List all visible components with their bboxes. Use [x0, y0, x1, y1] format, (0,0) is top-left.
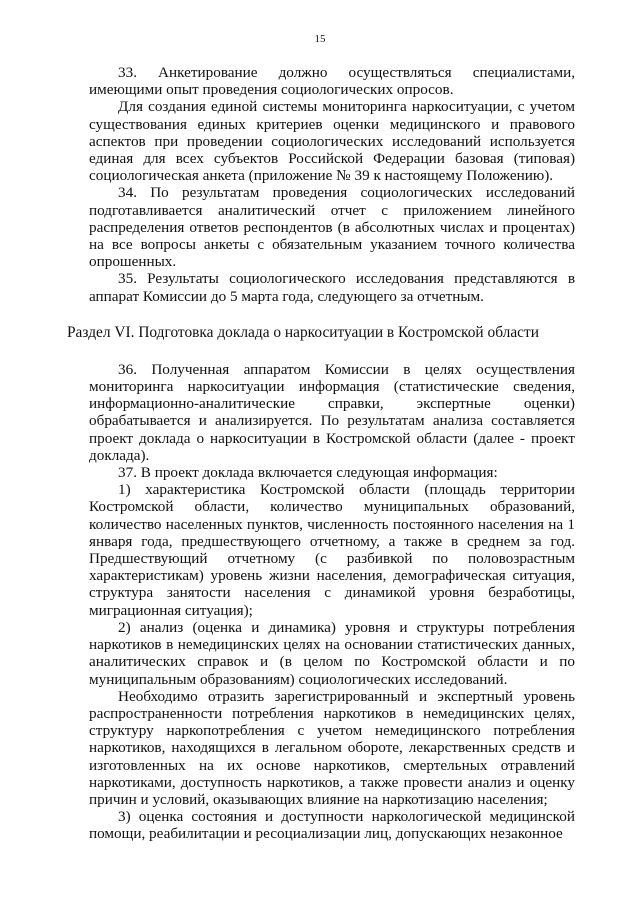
- paragraph-33: 33. Анкетирование должно осуществляться специалистами, имеющими опыт проведения социологических опросов.: [89, 64, 575, 99]
- paragraph-item-1: 1) характеристика Костромской области (площадь территории Костромской области, количество муниципальных образований, количество населенных пунктов, численность постоянного населения на 1 января года, предшествующего отчетному, а также в среднем за год. Предшествующий отчетному (с разбивкой по половозрастным характеристикам) уровень жизни населения, демографическая ситуация, структура занятости населения с динамикой уровня безработицы, миграционная ситуация);: [89, 481, 575, 619]
- paragraph-item-3: 3) оценка состояния и доступности наркологической медицинской помощи, реабилитации и ресоциализации лиц, допускающих незаконное: [89, 808, 575, 843]
- paragraph-item-2: 2) анализ (оценка и динамика) уровня и структуры потребления наркотиков в немедицинских целях на основании статистических данных, аналитических справок и (в целом по Костромской области и по муниципальным образованиям) социологических исследований.: [89, 618, 575, 688]
- paragraph-34: 34. По результатам проведения социологических исследований подготавливается аналитический отчет с приложением линейного распределения ответов респондентов (в абсолютных числах и процентах) на все вопросы анкеты с обязательным указанием точного количества опрошенных.: [89, 184, 575, 271]
- page-number: 15: [314, 33, 326, 45]
- paragraph-36: 36. Полученная аппаратом Комиссии в целях осуществления мониторинга наркоситуации информация (статистические сведения, информационно-аналитические справки, экспертные оценки) обрабатывается и анализируется. По результатам анализа составляется проект доклада о наркоситуации в Костромской области (далее - проект доклада).: [89, 360, 575, 464]
- document-body: [67, 64, 575, 843]
- paragraph-35: 35. Результаты социологического исследования представляются в аппарат Комиссии до 5 марта года, следующего за отчетным.: [89, 270, 575, 305]
- paragraph-37: 37. В проект доклада включается следующая информация:: [118, 464, 498, 482]
- paragraph-questionnaire: Для создания единой системы мониторинга наркоситуации, с учетом существования единых критериев оценки медицинского и правового аспектов при проведении социологических исследований используется единая для всех субъектов Российской Федерации базовая (типовая) социологическая анкета (приложение № 39 к настоящему Положению).: [89, 98, 575, 185]
- section-heading: Раздел VI. Подготовка доклада о наркоситуации в Костромской области: [67, 323, 539, 341]
- paragraph-necessary: Необходимо отразить зарегистрированный и экспертный уровень распространенности потребления наркотиков в немедицинских целях, структуру наркопотребления с учетом немедицинского потребления наркотиков, находящихся в легальном обороте, лекарственных средств и изготовленных на их основе наркотиков, смертельных отравлений наркотиками, доступность наркотиков, а также провести анализ и оценку причин и условий, оказывающих влияние на наркотизацию населения;: [89, 687, 575, 808]
